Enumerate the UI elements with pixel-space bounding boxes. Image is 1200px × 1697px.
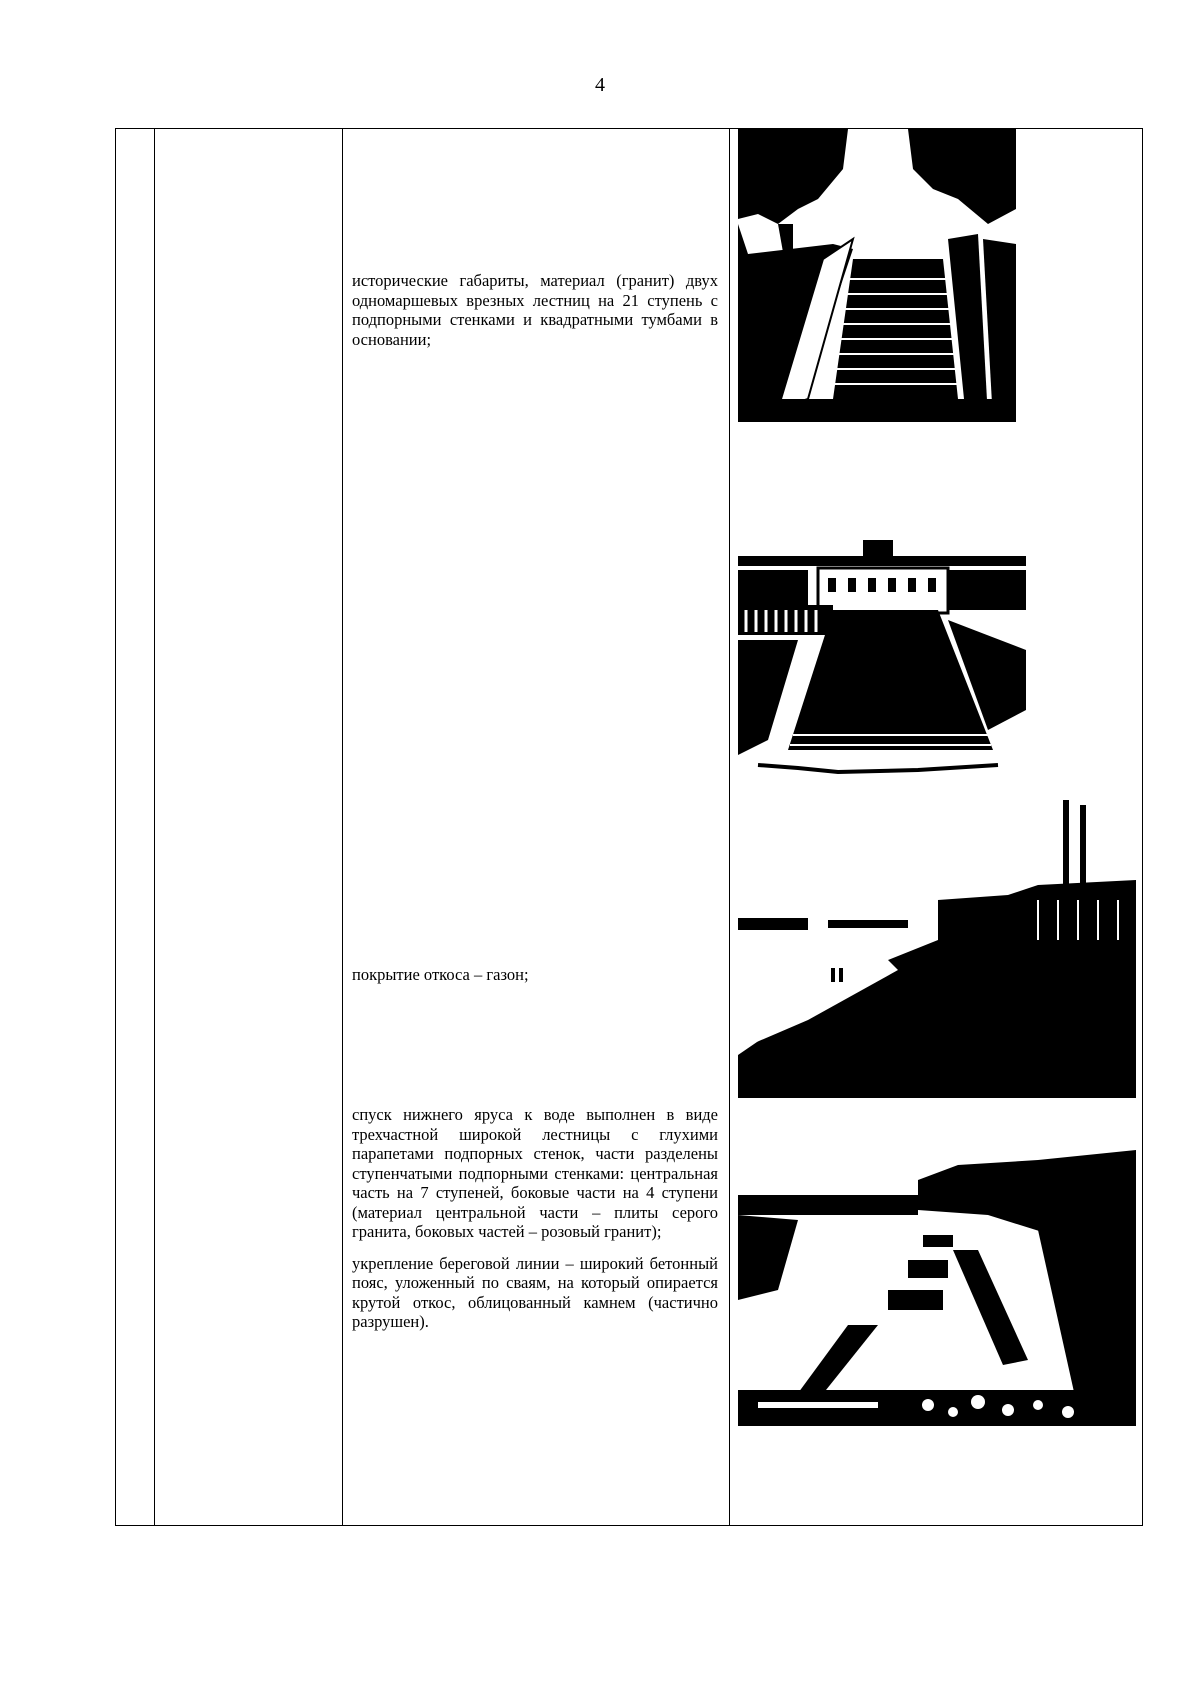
wide-staircase-photo (738, 540, 1026, 786)
description-shoreline: укрепление береговой линии – широкий бетонный пояс, уложенный по сваям, на который опирается крутой откос, облицованный камнем (частично разрушен). (352, 1253, 718, 1331)
river-steps-photo (738, 1140, 1136, 1426)
description-stairs: исторические габариты, материал (гранит) двух одномаршевых врезных лестниц на 21 ступень с подпорными стенками и квадратными тумбами в основании; (352, 271, 718, 349)
description-slope: покрытие откоса – газон; (352, 965, 529, 984)
description-cell (352, 1105, 718, 1332)
embankment-slope-photo (738, 800, 1136, 1098)
description-cell (352, 965, 718, 985)
description-lower-descent: спуск нижнего яруса к воде выполнен в виде трехчастной широкой лестницы с глухими парапетами подпорных стенок, части разделены ступенчатыми подпорными стенками: центральная часть на 7 ступеней, боковые части на 4 ступени (материал центральной части – плиты серого гранита, боковых частей – розовый гранит); (352, 1105, 718, 1241)
column-divider (342, 129, 343, 1525)
description-cell (352, 271, 718, 349)
column-divider (154, 129, 155, 1525)
granite-staircase-photo (738, 129, 1016, 422)
column-divider (729, 129, 730, 1525)
page-number: 4 (595, 74, 605, 96)
